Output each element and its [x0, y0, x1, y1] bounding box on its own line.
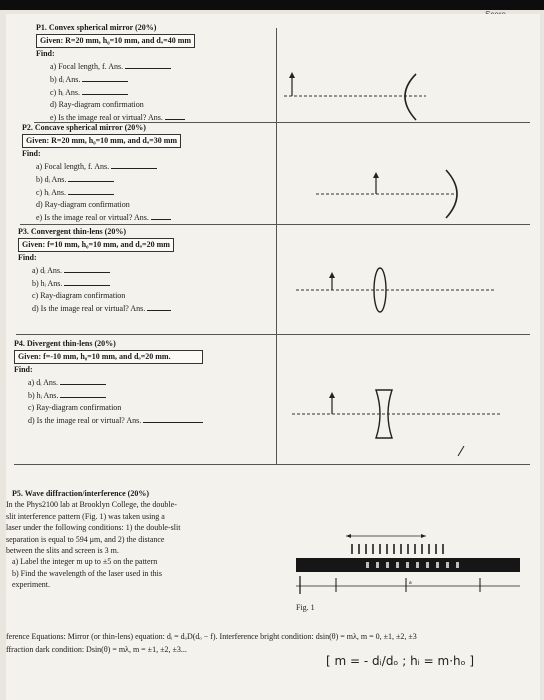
- p3-find: Find:: [18, 253, 37, 262]
- top-black-bar: [0, 0, 544, 10]
- fig-letter: a: [409, 580, 412, 586]
- p2-item-d: d) Ray-diagram confirmation: [36, 200, 130, 209]
- p4-item-c: c) Ray-diagram confirmation: [28, 403, 122, 412]
- reference-equations: [6, 630, 417, 656]
- p2-item-a: a) Focal length, f. Ans.: [22, 160, 181, 173]
- p2-diagram: [316, 170, 457, 218]
- p1-item-e: e) Is the image real or virtual? Ans.: [36, 111, 195, 124]
- p3-item-a: a) dᵢ Ans.: [18, 264, 174, 277]
- p5-item-a: a) Label the integer m up to ±5 on the pattern: [12, 557, 158, 567]
- p3-convex-lens: [374, 268, 386, 312]
- pen-mark: [458, 446, 464, 456]
- p4-title: P4. Divergent thin-lens (20%): [14, 339, 116, 348]
- reference-line-1: ference Equations: Mirror (or thin-lens) equation: dᵢ = dₒD(dₒ − f). Interference bright condition: dsin(θ) = mλ, m = 0, ±1, ±2, ±3: [6, 632, 417, 641]
- p1-diagram: [284, 72, 426, 120]
- p2-item-c: c) hᵢ Ans.: [22, 186, 181, 199]
- ray-diagram-area: [276, 28, 540, 468]
- problem-p2: [22, 122, 181, 224]
- figure-1-interference-pattern: [296, 528, 520, 618]
- handwritten-note: [ m = - dᵢ/dₒ ; hᵢ = m·hₒ ]: [326, 654, 475, 668]
- p2-title: P2. Concave spherical mirror (20%): [22, 123, 146, 132]
- p4-given: Given: f=-10 mm, h₀=10 mm, and dₒ=20 mm.: [14, 350, 203, 364]
- p3-given: Given: f=10 mm, h₀=10 mm, and dₒ=20 mm: [18, 238, 174, 252]
- p2-item-e: e) Is the image real or virtual? Ans.: [22, 211, 181, 224]
- p1-item-c: c) hᵢ Ans.: [36, 86, 195, 99]
- p3-diagram: [296, 268, 496, 312]
- p4-find: Find:: [14, 365, 33, 374]
- p3-item-d: d) Is the image real or virtual? Ans.: [18, 302, 174, 315]
- p3-item-c: c) Ray-diagram confirmation: [32, 291, 126, 300]
- p2-find: Find:: [22, 149, 41, 158]
- p1-item-a: a) Focal length, f. Ans.: [36, 60, 195, 73]
- problem-p3: [18, 226, 174, 315]
- problem-p1: [36, 22, 195, 124]
- p4-item-b: b) hᵢ Ans.: [14, 389, 203, 402]
- p1-find: Find:: [36, 49, 55, 58]
- p2-item-b: b) dᵢ Ans.: [22, 173, 181, 186]
- reference-line-2: ffraction dark condition: Dsin(θ) = mλ, m = ±1, ±2, ±3...: [6, 645, 187, 654]
- p1-title: P1. Convex spherical mirror (20%): [36, 23, 157, 32]
- p1-item-b: b) dᵢ Ans.: [36, 73, 195, 86]
- fig-1-label: Fig. 1: [296, 603, 315, 612]
- p5-line-5: between the slits and screen is 3 m.: [6, 546, 119, 556]
- p1-given: Given: R=20 mm, h₀=10 mm, and dₒ=40 mm: [36, 34, 195, 48]
- p2-given: Given: R=20 mm, h₀=10 mm, and dₒ=30 mm: [22, 134, 181, 148]
- p5-item-b-cont: experiment.: [12, 580, 50, 590]
- p4-item-d: d) Is the image real or virtual? Ans.: [14, 414, 203, 427]
- p3-item-b: b) hᵢ Ans.: [18, 277, 174, 290]
- p5-line-2: slit interference pattern (Fig. 1) was taken using a: [6, 511, 165, 521]
- p1-item-d: d) Ray-diagram confirmation: [50, 100, 144, 109]
- worksheet: [6, 14, 540, 700]
- pattern-ticks: [352, 544, 443, 554]
- p5-line-4: separation is equal to 594 μm, and 2) the distance: [6, 534, 165, 544]
- p4-diagram: [292, 390, 502, 438]
- p5-item-b: b) Find the wavelength of the laser used in this: [12, 568, 162, 578]
- p3-title: P3. Convergent thin-lens (20%): [18, 227, 126, 236]
- problem-p5: [6, 488, 238, 591]
- p5-line-3: laser under the following conditions: 1) the double-slit: [6, 523, 181, 533]
- p5-title: P5. Wave diffraction/interference (20%): [12, 489, 149, 498]
- problem-p4: [14, 338, 203, 427]
- p5-line-1: In the Phys2100 lab at Brooklyn College, the double-: [6, 500, 177, 510]
- p1-convex-mirror: [405, 74, 416, 120]
- p4-item-a: a) dᵢ Ans.: [14, 376, 203, 389]
